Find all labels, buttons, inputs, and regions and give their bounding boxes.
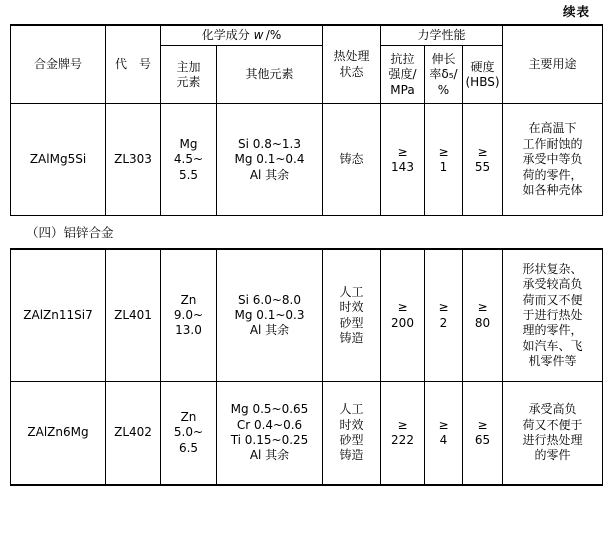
cell-other-elements: Mg 0.5~0.65 Cr 0.4~0.6 Ti 0.15~0.25 Al 其余 <box>217 381 323 485</box>
continued-label: 续表 <box>562 4 590 19</box>
cell-brand: ZAlZn6Mg <box>11 381 106 485</box>
cell-brand: ZAlMg5Si <box>11 104 106 216</box>
header-heat-treatment: 热处理 状态 <box>323 25 381 104</box>
cell-elongation: ≥ 4 <box>425 381 463 485</box>
section-heading: （四）铝锌合金 <box>26 225 114 241</box>
cell-tensile: ≥ 200 <box>381 249 425 381</box>
cell-main-element: Mg 4.5~ 5.5 <box>161 104 217 216</box>
section-heading-wrapper <box>10 216 602 248</box>
cell-code: ZL401 <box>106 249 161 381</box>
header-brand: 合金牌号 <box>11 25 106 104</box>
header-main-element: 主加 元素 <box>161 46 217 104</box>
table-row <box>11 381 603 485</box>
cell-hardness: ≥ 55 <box>463 104 503 216</box>
cell-usage: 形状复杂、 承受较高负 荷而又不便 于进行热处 理的零件， 如汽车、飞 机零件等 <box>503 249 603 381</box>
cell-usage: 承受高负 荷又不便于 进行热处理 的零件 <box>503 381 603 485</box>
cell-main-element: Zn 5.0~ 6.5 <box>161 381 217 485</box>
cell-heat-treatment: 人工 时效 砂型 铸造 <box>323 249 381 381</box>
cell-brand: ZAlZn11Si7 <box>11 249 106 381</box>
cell-code: ZL402 <box>106 381 161 485</box>
cell-heat-treatment: 铸态 <box>323 104 381 216</box>
header-tensile-strength: 抗拉 强度/ MPa <box>381 46 425 104</box>
header-row-1 <box>11 25 603 46</box>
header-usage: 主要用途 <box>503 25 603 104</box>
header-composition-symbol: w <box>253 28 264 42</box>
cell-hardness: ≥ 65 <box>463 381 503 485</box>
header-hardness: 硬度 (HBS) <box>463 46 503 104</box>
header-composition-group <box>161 25 323 46</box>
header-code: 代 号 <box>106 25 161 104</box>
cell-elongation: ≥ 2 <box>425 249 463 381</box>
cell-usage: 在高温下 工作耐蚀的 承受中等负 荷的零件， 如各种壳体 <box>503 104 603 216</box>
cell-main-element: Zn 9.0~ 13.0 <box>161 249 217 381</box>
cell-heat-treatment: 人工 时效 砂型 铸造 <box>323 381 381 485</box>
header-other-elements: 其他元素 <box>217 46 323 104</box>
header-mechanical-group: 力学性能 <box>381 25 503 46</box>
alloy-table-top <box>10 24 603 216</box>
cell-tensile: ≥ 222 <box>381 381 425 485</box>
table-row <box>11 249 603 381</box>
cell-elongation: ≥ 1 <box>425 104 463 216</box>
header-elongation: 伸长 率δ₅/ % <box>425 46 463 104</box>
cell-other-elements: Si 6.0~8.0 Mg 0.1~0.3 Al 其余 <box>217 249 323 381</box>
cell-hardness: ≥ 80 <box>463 249 503 381</box>
cell-code: ZL303 <box>106 104 161 216</box>
cell-other-elements: Si 0.8~1.3 Mg 0.1~0.4 Al 其余 <box>217 104 323 216</box>
alloy-table-bottom <box>10 248 603 486</box>
table-row <box>11 104 603 216</box>
cell-tensile: ≥ 143 <box>381 104 425 216</box>
header-composition-label: 化学成分 w /% <box>201 28 282 42</box>
